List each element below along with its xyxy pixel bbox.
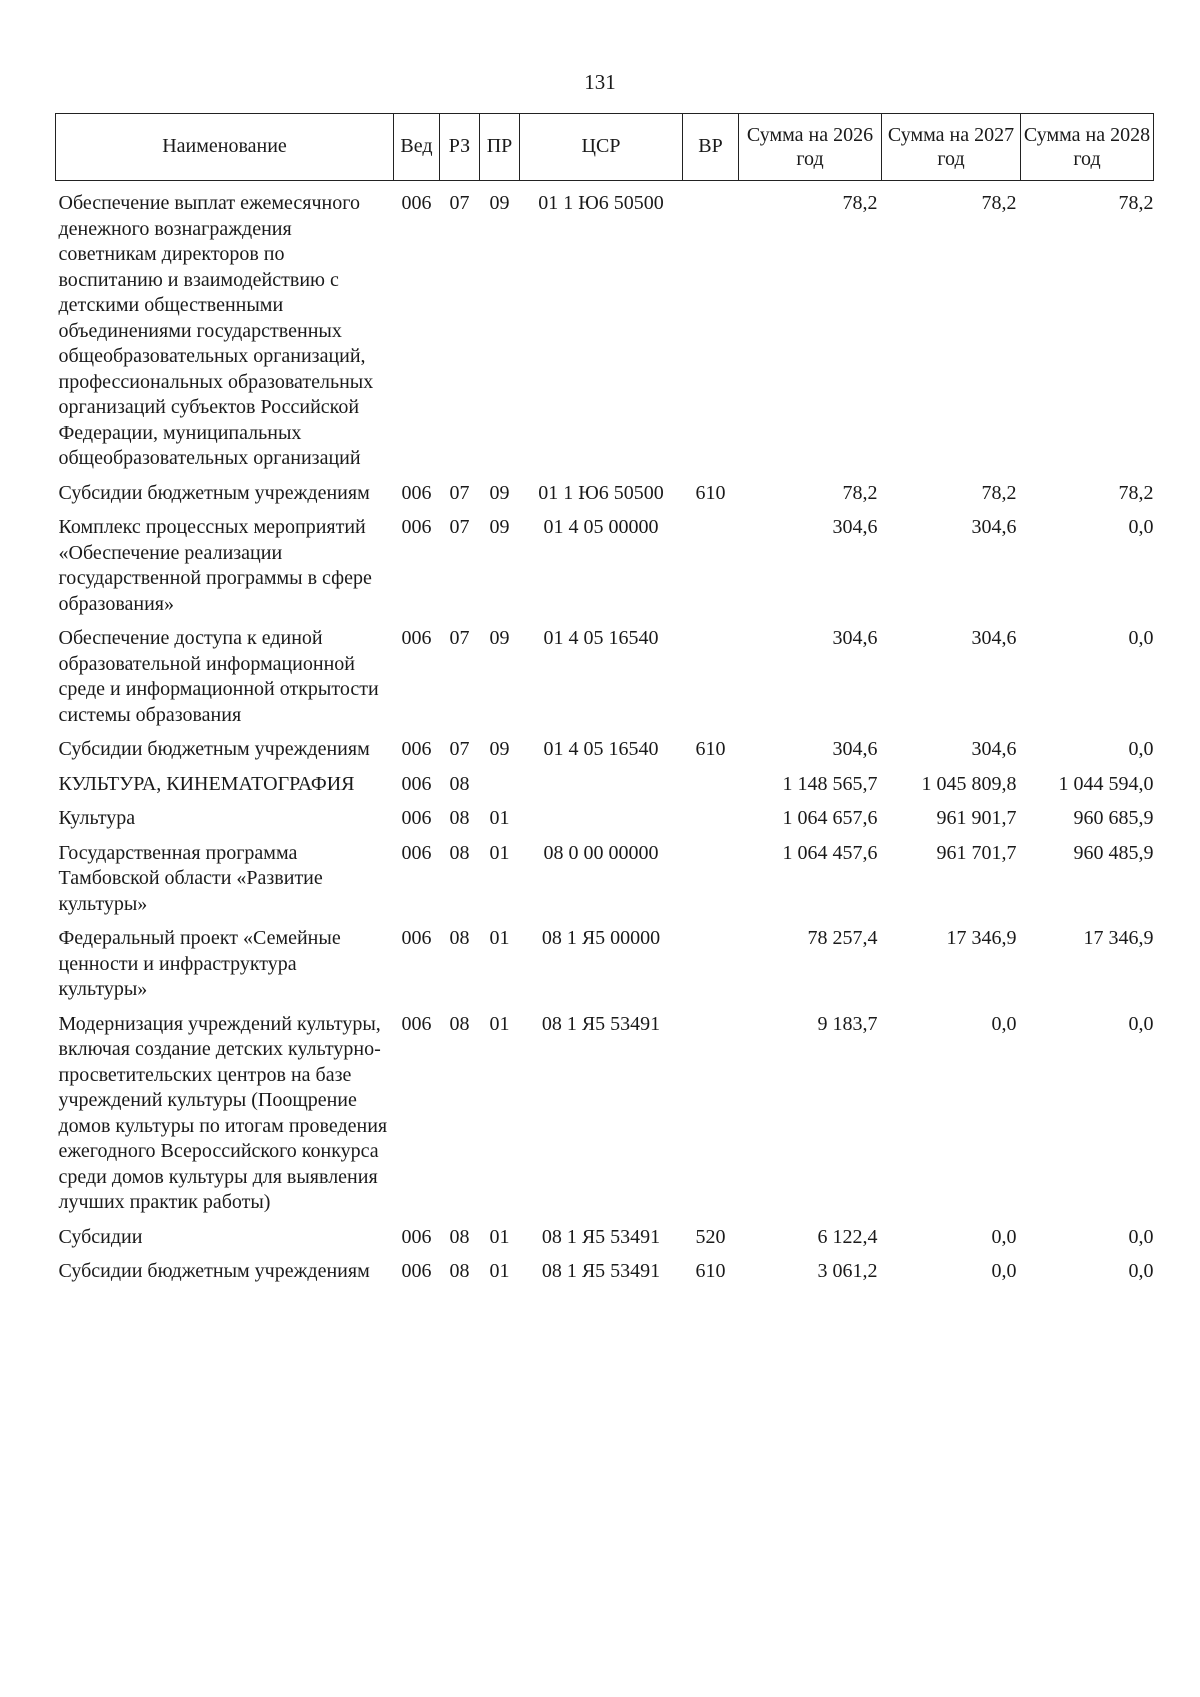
cell-pr: 09: [489, 627, 510, 649]
table-row: [56, 797, 1154, 832]
table-row: [56, 917, 1154, 1003]
cell-vr: 520: [695, 1225, 726, 1248]
header-csr: ЦСР: [520, 114, 683, 181]
cell-name: Субсидии бюджетным учреждениям: [58, 738, 370, 760]
cell-pr: 01: [489, 807, 510, 829]
cell-sum-2026: 304,6: [832, 738, 878, 760]
cell-sum-2028: 0,0: [1128, 516, 1154, 538]
cell-vr: [683, 763, 739, 798]
table-row: [56, 763, 1154, 798]
cell-name: Обеспечение доступа к единой образовательной информационной среде и информационной открытости системы образования: [58, 627, 379, 726]
cell-vr: 610: [695, 481, 726, 504]
cell-sum-2026: 304,6: [832, 627, 878, 649]
cell-ved: 006: [401, 772, 432, 795]
table-row: [56, 1003, 1154, 1216]
cell-sum-2026: 1 148 565,7: [782, 772, 878, 795]
cell-ved: 006: [401, 807, 432, 829]
cell-sum-2028: 0,0: [1128, 1260, 1154, 1282]
cell-rz: 07: [449, 481, 470, 504]
cell-rz: 08: [449, 772, 470, 795]
table-row: [56, 506, 1154, 617]
cell-sum-2027: 1 045 809,8: [921, 772, 1017, 795]
cell-sum-2027: 304,6: [971, 738, 1017, 760]
cell-vr: [683, 1003, 739, 1216]
cell-rz: 07: [449, 192, 470, 214]
cell-vr: [683, 617, 739, 728]
cell-sum-2027: 0,0: [991, 1012, 1017, 1035]
cell-sum-2026: 78 257,4: [807, 927, 878, 949]
cell-rz: 08: [449, 1225, 470, 1248]
cell-ved: 006: [401, 927, 432, 949]
cell-name: Модернизация учреждений культуры, включая создание детских культурно-просветительских центров на базе учреждений культуры (Поощрение домов культуры по итогам проведения ежегодного Всероссийского конкурса среди домов культуры для выявления лучших практик работы): [58, 1012, 388, 1213]
cell-pr: 09: [489, 481, 510, 504]
cell-rz: 08: [449, 1260, 470, 1282]
cell-ved: 006: [401, 1012, 432, 1035]
cell-pr: 01: [489, 1225, 510, 1248]
cell-pr: 01: [489, 927, 510, 949]
cell-csr: 01 1 Ю6 50500: [538, 481, 664, 504]
cell-pr: 01: [489, 841, 510, 864]
cell-sum-2027: 304,6: [971, 516, 1017, 538]
cell-sum-2028: 960 485,9: [1073, 841, 1154, 864]
table-row: [56, 728, 1154, 763]
cell-rz: 07: [449, 516, 470, 538]
table-row: [56, 617, 1154, 728]
cell-rz: 07: [449, 738, 470, 760]
cell-sum-2028: 960 685,9: [1073, 807, 1154, 829]
header-sum-2027: Сумма на 2027 год: [882, 114, 1021, 181]
cell-csr: 08 1 Я5 53491: [541, 1225, 661, 1248]
cell-ved: 006: [401, 627, 432, 649]
cell-sum-2026: 78,2: [842, 192, 878, 214]
cell-sum-2026: 6 122,4: [817, 1225, 878, 1248]
cell-csr: [520, 797, 683, 832]
cell-sum-2026: 78,2: [842, 481, 878, 504]
cell-sum-2028: 78,2: [1118, 192, 1154, 214]
page-number: 131: [584, 70, 616, 94]
cell-rz: 08: [449, 927, 470, 949]
cell-name: Культура: [58, 807, 136, 829]
cell-sum-2027: 961 701,7: [936, 841, 1017, 864]
cell-csr: [520, 763, 683, 798]
cell-sum-2028: 17 346,9: [1083, 927, 1154, 949]
cell-sum-2027: 78,2: [981, 481, 1017, 504]
header-vr: ВР: [683, 114, 739, 181]
cell-ved: 006: [401, 738, 432, 760]
cell-sum-2028: 78,2: [1118, 481, 1154, 504]
cell-rz: 07: [449, 627, 470, 649]
cell-vr: 610: [695, 1260, 726, 1282]
header-rz: РЗ: [440, 114, 480, 181]
header-sum-2026: Сумма на 2026 год: [739, 114, 882, 181]
cell-sum-2027: 17 346,9: [946, 927, 1017, 949]
cell-csr: 08 1 Я5 00000: [541, 927, 661, 949]
cell-ved: 006: [401, 841, 432, 864]
cell-name: Комплекс процессных мероприятий «Обеспечение реализации государственной программы в сфере образования»: [58, 516, 372, 615]
budget-table: [55, 113, 1154, 1285]
cell-vr: [683, 181, 739, 472]
cell-csr: 08 1 Я5 53491: [541, 1012, 661, 1035]
cell-ved: 006: [401, 192, 432, 214]
cell-ved: 006: [401, 1225, 432, 1248]
cell-pr: 09: [489, 738, 510, 760]
cell-sum-2026: 3 061,2: [817, 1260, 878, 1282]
cell-csr: 01 1 Ю6 50500: [538, 192, 664, 214]
cell-name: Субсидии бюджетным учреждениям: [58, 481, 370, 504]
table-body: [56, 181, 1154, 1285]
cell-rz: 08: [449, 807, 470, 829]
cell-sum-2027: 961 901,7: [936, 807, 1017, 829]
cell-pr: 09: [489, 192, 510, 214]
cell-sum-2028: 0,0: [1128, 738, 1154, 760]
cell-name: Субсидии бюджетным учреждениям: [58, 1260, 370, 1282]
cell-pr: 09: [489, 516, 510, 538]
cell-csr: 01 4 05 16540: [543, 738, 659, 760]
cell-name: Субсидии: [58, 1225, 143, 1248]
cell-rz: 08: [449, 841, 470, 864]
cell-sum-2027: 304,6: [971, 627, 1017, 649]
cell-sum-2028: 0,0: [1128, 1012, 1154, 1035]
cell-pr: 01: [489, 1260, 510, 1282]
cell-csr: 08 0 00 00000: [543, 841, 659, 864]
cell-vr: [683, 797, 739, 832]
cell-sum-2026: 9 183,7: [817, 1012, 878, 1035]
cell-pr: 01: [489, 1012, 510, 1035]
cell-sum-2028: 1 044 594,0: [1058, 772, 1154, 795]
header-row: [56, 114, 1154, 181]
table-row: [56, 832, 1154, 918]
header-sum-2028: Сумма на 2028 год: [1021, 114, 1154, 181]
cell-name: Федеральный проект «Семейные ценности и инфраструктура культуры»: [58, 927, 341, 1000]
cell-sum-2028: 0,0: [1128, 1225, 1154, 1248]
cell-sum-2026: 304,6: [832, 516, 878, 538]
cell-sum-2027: 0,0: [991, 1225, 1017, 1248]
cell-rz: 08: [449, 1012, 470, 1035]
cell-name: Государственная программа Тамбовской области «Развитие культуры»: [58, 841, 323, 915]
cell-csr: 01 4 05 16540: [543, 627, 659, 649]
cell-vr: [683, 917, 739, 1003]
cell-pr: [480, 763, 520, 798]
cell-ved: 006: [401, 516, 432, 538]
table-row: [56, 1250, 1154, 1285]
table-row: [56, 1216, 1154, 1251]
table-header: [56, 114, 1154, 181]
cell-vr: [683, 832, 739, 918]
cell-csr: 01 4 05 00000: [543, 516, 659, 538]
cell-ved: 006: [401, 481, 432, 504]
header-name: Наименование: [56, 114, 394, 181]
cell-ved: 006: [401, 1260, 432, 1282]
cell-sum-2026: 1 064 457,6: [782, 841, 878, 864]
table-row: [56, 472, 1154, 507]
cell-sum-2026: 1 064 657,6: [782, 807, 878, 829]
header-pr: ПР: [480, 114, 520, 181]
table-row: [56, 181, 1154, 472]
header-ved: Вед: [394, 114, 440, 181]
cell-sum-2028: 0,0: [1128, 627, 1154, 649]
cell-name: КУЛЬТУРА, КИНЕМАТОГРАФИЯ: [58, 772, 355, 795]
cell-csr: 08 1 Я5 53491: [541, 1260, 661, 1282]
cell-name: Обеспечение выплат ежемесячного денежного вознаграждения советникам директоров по воспитанию и взаимодействию с детскими общественными объединениями государственных общеобразовательных организаций, профессиональных образовательных организаций субъектов Российской Федерации, муниципальных общеобразовательных организаций: [58, 192, 374, 469]
cell-vr: 610: [695, 738, 726, 760]
cell-sum-2027: 0,0: [991, 1260, 1017, 1282]
cell-sum-2027: 78,2: [981, 192, 1017, 214]
cell-vr: [683, 506, 739, 617]
